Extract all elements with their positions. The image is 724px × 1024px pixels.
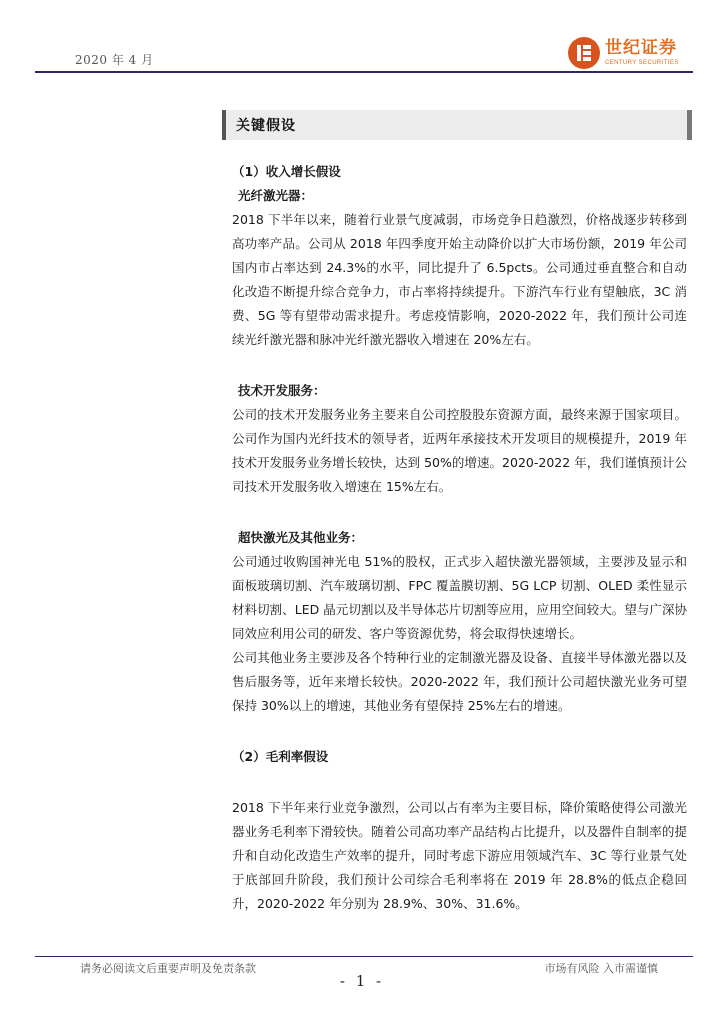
section-title: 关键假设 <box>236 118 296 134</box>
logo-name-en: CENTURY SECURITIES <box>605 60 679 66</box>
company-logo <box>568 37 679 69</box>
tech-service-paragraph: 公司的技术开发服务业务主要来自公司控股股东资源方面，最终来源于国家项目。公司作为国内光纤技术的领导者，近两年承接技术开发项目的规模提升，2019 年技术开发服务业务增长较快，达到 50%的增速。2020-2022 年，我们谨慎预计公司技术开发服务收入增速在 15%左右。 <box>232 407 687 494</box>
fiber-laser-paragraph: 2018 下半年以来，随着行业景气度减弱，市场竞争日趋激烈，价格战逐步转移到高功率产品。公司从 2018 年四季度开始主动降价以扩大市场份额，2019 年公司国内市占率达到 24.3%的水平，同比提升了 6.5pcts。公司通过垂直整合和自动化改造不断提升综合竞争力，市占率将持续提升。下游汽车行业有望触底，3C 消费、5G 等有望带动需求提升。考虑疫情影响，2020-2022 年，我们预计公司连续光纤激光器和脉冲光纤激光器收入增速在 20%左右。 <box>232 212 687 347</box>
header-divider <box>35 71 693 73</box>
margin-heading: （2）毛利率假设 <box>232 749 329 764</box>
risk-warning: 市场有风险 入市需谨慎 <box>544 962 658 975</box>
revenue-heading: （1）收入增长假设 <box>232 164 341 179</box>
other-business-paragraph: 公司其他业务主要涉及各个特种行业的定制激光器及设备、直接半导体激光器以及售后服务等，近年来增长较快。2020-2022 年，我们预计公司超快激光业务可望保持 30%以上的增速，其他业务有望保持 25%左右的增速。 <box>232 650 687 713</box>
margin-paragraph: 2018 下半年来行业竞争激烈，公司以占有率为主要目标，降价策略使得公司激光器业务毛利率下滑较快。随着公司高功率产品结构占比提升，以及器件自制率的提升和自动化改造生产效率的提升，同时考虑下游应用领域汽车、3C 等行业景气处于底部回升阶段，我们预计公司综合毛利率将在 2019 年 28.8%的低点企稳回升，2020-2022 年分别为 28.9%、30%、31.6%。 <box>232 800 687 911</box>
disclaimer-note: 请务必阅读文后重要声明及免责条款 <box>80 962 256 975</box>
tech-service-title: 技术开发服务： <box>238 383 326 398</box>
ultrafast-paragraph: 公司通过收购国神光电 51%的股权，正式步入超快激光器领域，主要涉及显示和面板玻璃切割、汽车玻璃切割、FPC 覆盖膜切割、5G LCP 切割、OLED 柔性显示材料切割、LED 晶元切割以及半导体芯片切割等应用，应用空间较大。望与广深协同效应利用公司的研发、客户等资源优势，将会取得快速增长。 <box>232 554 687 641</box>
logo-emblem-icon <box>568 37 600 69</box>
section-title-box <box>222 110 692 140</box>
document-body <box>232 160 687 916</box>
footer-divider <box>35 956 693 957</box>
ultrafast-title: 超快激光及其他业务： <box>238 530 364 545</box>
fiber-laser-title: 光纤激光器： <box>238 188 314 203</box>
page-number: - 1 - <box>339 972 385 990</box>
logo-name-cn: 世纪证券 <box>605 38 677 58</box>
report-date: 2020 年 4 月 <box>75 53 154 67</box>
